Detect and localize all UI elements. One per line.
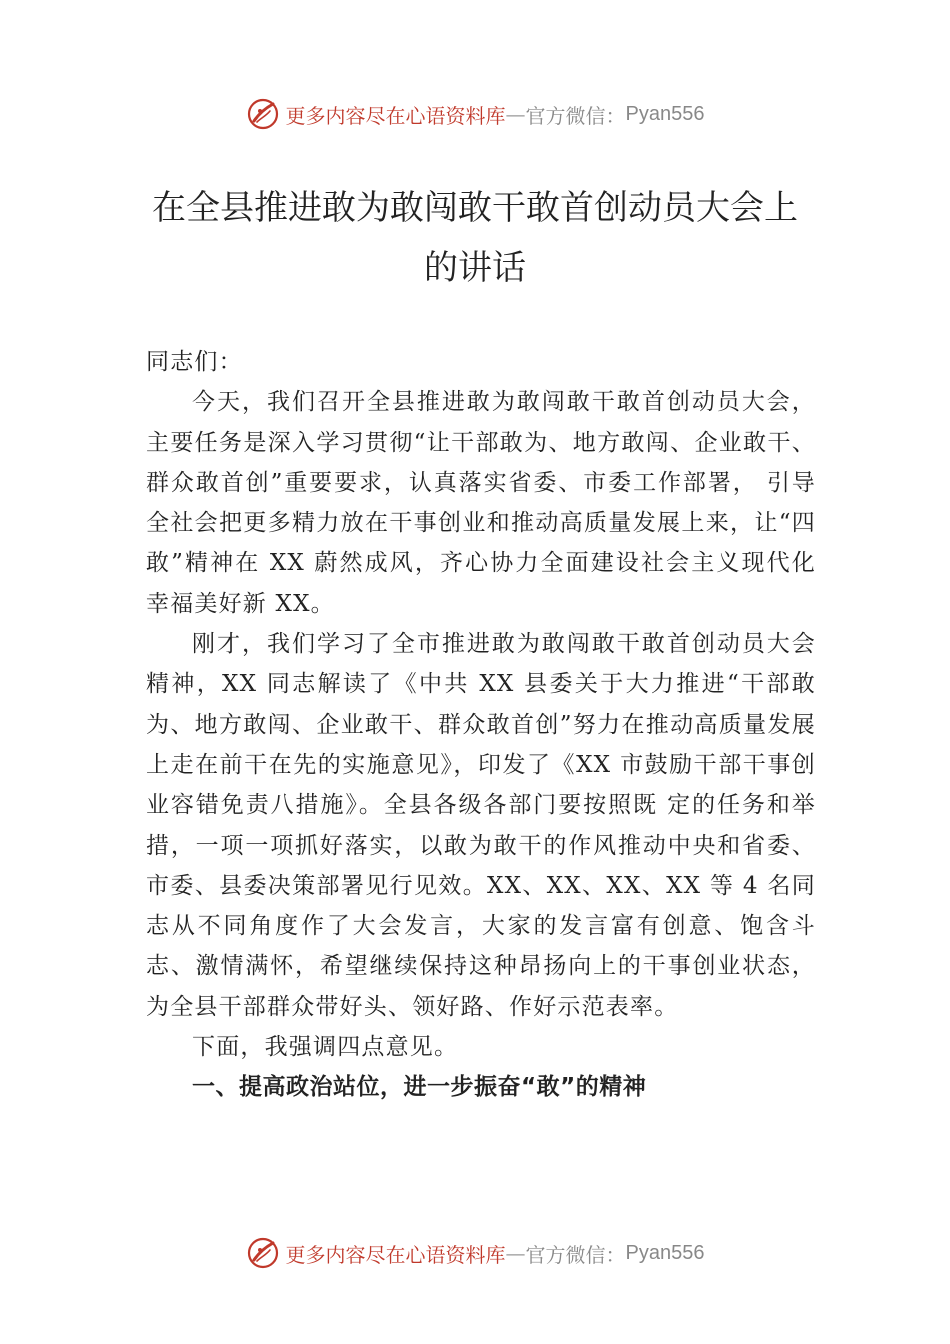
- watermark-brand-text: 更多内容尽在心语资料库: [285, 103, 506, 128]
- watermark-dash: —: [505, 102, 526, 126]
- watermark-wechat-label: 官方微信：: [525, 103, 626, 128]
- watermark-dash: —: [505, 1241, 526, 1265]
- document-body: [146, 342, 816, 1108]
- header-watermark: [0, 94, 950, 134]
- pen-seal-icon: [246, 1236, 280, 1270]
- section-heading: 一、提高政治站位，进一步振奋“敢”的精神: [192, 1074, 647, 1101]
- paragraph-1: 今天，我们召开全县推进敢为敢闯敢干敢首创动员大会，主要任务是深入学习贯彻“让干部敢为、地方敢闯、企业敢干、群众敢首创”重要要求，认真落实省委、市委工作部署， 引导全社会把更多精力放在干事创业和推动高质量发展上来，让“四敢”精神在 XX 蔚然成风，齐心协力全面建设社会主义现代化幸福美好新 XX。: [146, 389, 816, 617]
- document-title: 在全县推进敢为敢闯敢干敢首创动员大会上的讲话: [152, 188, 798, 288]
- paragraph-3: 下面，我强调四点意见。: [192, 1034, 459, 1061]
- greeting: 同志们：: [146, 349, 243, 375]
- watermark-wechat-id: Pyan556: [625, 1241, 705, 1264]
- paragraph-2: 刚才，我们学习了全市推进敢为敢闯敢干敢首创动员大会精神，XX 同志解读了《中共 XX 县委关于大力推进“干部敢为、地方敢闯、企业敢干、群众敢首创”努力在推动高质量发展上走在前干在先的实施意见》，印发了《XX 市鼓励干部干事创业容错免责八措施》。全县各级各部门要按照既 定的任务和举措，一项一项抓好落实，以敢为敢干的作风推动中央和省委、市委、县委决策部署见行见效。XX、XX、XX、XX 等 4 名同志从不同角度作了大会发言，大家的发言富有创意、饱含斗志、激情满怀，希望继续保持这种昂扬向上的干事创业状态，为全县干部群众带好头、领好路、作好示范表率。: [146, 631, 816, 1020]
- watermark-wechat-label: 官方微信：: [525, 1242, 626, 1267]
- footer-watermark: [0, 1233, 950, 1273]
- pen-seal-icon: [246, 97, 280, 131]
- watermark-wechat-id: Pyan556: [625, 102, 705, 125]
- watermark-brand-text: 更多内容尽在心语资料库: [285, 1242, 506, 1267]
